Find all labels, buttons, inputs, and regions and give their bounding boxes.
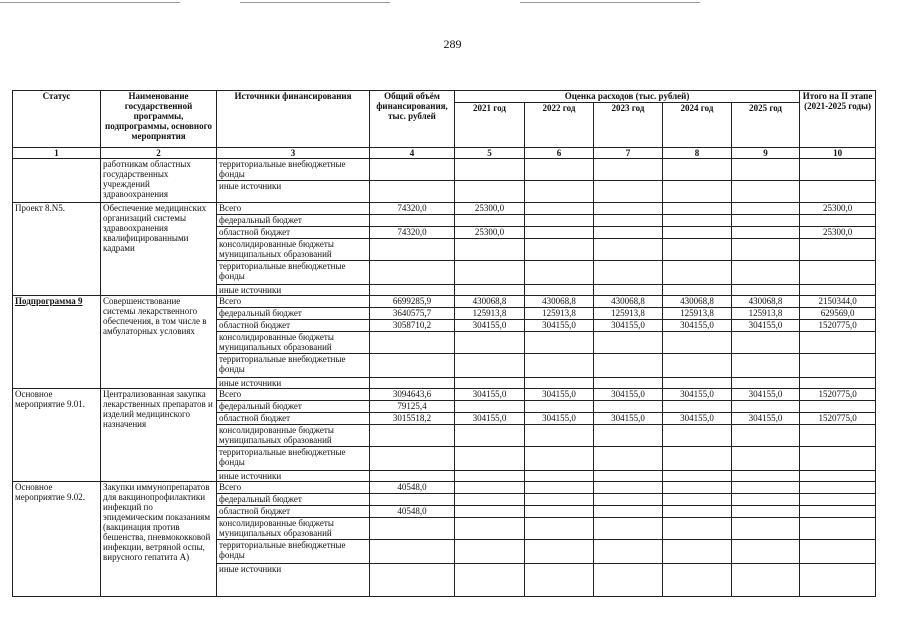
status-cell: Подпрограмма 9	[13, 296, 101, 389]
value-cell	[663, 285, 732, 296]
value-cell	[594, 564, 663, 597]
scan-edge-line	[240, 2, 390, 3]
value-cell	[455, 482, 525, 494]
source-cell: территориальные внебюджетные фонды	[217, 354, 370, 378]
source-cell: иные источники	[217, 471, 370, 482]
value-cell	[455, 354, 525, 378]
value-cell	[663, 239, 732, 261]
value-cell: 430068,8	[663, 296, 732, 308]
value-cell	[663, 471, 732, 482]
value-cell	[732, 518, 800, 540]
value-cell	[663, 447, 732, 471]
header-stage-total: Итого на II этапе (2021-2025 годы)	[800, 91, 876, 148]
value-cell	[525, 261, 594, 285]
header-year: 2025 год	[732, 103, 800, 148]
value-cell: 25300,0	[800, 227, 876, 239]
source-cell: консолидированные бюджеты муниципальных образований	[217, 332, 370, 354]
value-cell	[663, 494, 732, 506]
source-cell: областной бюджет	[217, 413, 370, 425]
value-cell	[663, 564, 732, 597]
value-cell	[663, 261, 732, 285]
value-cell	[455, 540, 525, 564]
value-cell	[370, 494, 455, 506]
value-cell	[455, 506, 525, 518]
header-status: Статус	[13, 91, 101, 148]
value-cell	[455, 401, 525, 413]
value-cell	[663, 332, 732, 354]
source-cell: Всего	[217, 296, 370, 308]
column-number: 5	[455, 148, 525, 159]
value-cell	[525, 285, 594, 296]
table-row	[13, 203, 876, 215]
value-cell	[525, 506, 594, 518]
value-cell	[800, 181, 876, 203]
value-cell	[800, 447, 876, 471]
value-cell	[594, 518, 663, 540]
value-cell: 304155,0	[455, 389, 525, 401]
value-cell	[800, 239, 876, 261]
value-cell: 304155,0	[455, 413, 525, 425]
table-row	[13, 389, 876, 401]
value-cell	[732, 482, 800, 494]
value-cell	[525, 332, 594, 354]
value-cell: 3015518,2	[370, 413, 455, 425]
name-cell: работникам областных государственных учреждений здравоохранения	[101, 159, 217, 203]
value-cell	[663, 159, 732, 181]
value-cell: 40548,0	[370, 482, 455, 494]
value-cell: 430068,8	[732, 296, 800, 308]
value-cell	[732, 425, 800, 447]
value-cell: 40548,0	[370, 506, 455, 518]
source-cell: иные источники	[217, 181, 370, 203]
value-cell: 3640575,7	[370, 308, 455, 320]
value-cell	[800, 378, 876, 389]
value-cell	[663, 354, 732, 378]
column-number: 3	[217, 148, 370, 159]
table-row	[13, 482, 876, 494]
value-cell	[370, 447, 455, 471]
value-cell	[663, 425, 732, 447]
value-cell: 25300,0	[455, 227, 525, 239]
value-cell	[663, 482, 732, 494]
value-cell	[455, 239, 525, 261]
value-cell	[525, 159, 594, 181]
value-cell	[370, 518, 455, 540]
value-cell	[370, 181, 455, 203]
value-cell: 629569,0	[800, 308, 876, 320]
value-cell	[370, 261, 455, 285]
value-cell	[732, 239, 800, 261]
value-cell	[594, 540, 663, 564]
value-cell	[594, 354, 663, 378]
value-cell: 304155,0	[732, 389, 800, 401]
value-cell	[370, 425, 455, 447]
column-number-row	[13, 148, 876, 159]
name-cell: Централизованная закупка лекарственных препаратов и изделий медицинского назначения	[101, 389, 217, 482]
header-estimate: Оценка расходов (тыс. рублей)	[455, 91, 800, 103]
value-cell	[594, 181, 663, 203]
header-total: Общий объём финансирования, тыс. рублей	[370, 91, 455, 148]
value-cell: 304155,0	[594, 413, 663, 425]
source-cell: областной бюджет	[217, 227, 370, 239]
value-cell	[370, 471, 455, 482]
value-cell	[594, 425, 663, 447]
name-cell: Обеспечение медицинских организаций системы здравоохранения квалифицированными кадрами	[101, 203, 217, 296]
value-cell: 79125,4	[370, 401, 455, 413]
page-number: 289	[443, 37, 462, 51]
value-cell	[370, 564, 455, 597]
value-cell: 430068,8	[525, 296, 594, 308]
value-cell	[525, 482, 594, 494]
value-cell	[455, 494, 525, 506]
value-cell: 304155,0	[663, 320, 732, 332]
value-cell: 304155,0	[594, 320, 663, 332]
value-cell	[455, 564, 525, 597]
value-cell	[594, 447, 663, 471]
value-cell	[732, 203, 800, 215]
value-cell: 304155,0	[455, 320, 525, 332]
value-cell	[455, 518, 525, 540]
header-year: 2023 год	[594, 103, 663, 148]
value-cell	[800, 215, 876, 227]
value-cell: 304155,0	[663, 389, 732, 401]
header-year: 2024 год	[663, 103, 732, 148]
status-cell	[13, 159, 101, 203]
column-number: 10	[800, 148, 876, 159]
source-cell: федеральный бюджет	[217, 494, 370, 506]
value-cell: 125913,8	[455, 308, 525, 320]
value-cell	[663, 506, 732, 518]
value-cell: 3094643,6	[370, 389, 455, 401]
value-cell	[370, 285, 455, 296]
value-cell	[732, 261, 800, 285]
source-cell: Всего	[217, 389, 370, 401]
value-cell	[663, 518, 732, 540]
value-cell	[455, 332, 525, 354]
table-body	[13, 159, 876, 597]
value-cell	[594, 285, 663, 296]
value-cell	[732, 181, 800, 203]
value-cell	[525, 401, 594, 413]
value-cell	[800, 471, 876, 482]
value-cell	[455, 285, 525, 296]
table-row	[13, 296, 876, 308]
value-cell	[732, 471, 800, 482]
value-cell	[732, 332, 800, 354]
source-cell: областной бюджет	[217, 320, 370, 332]
value-cell	[663, 401, 732, 413]
column-number: 8	[663, 148, 732, 159]
value-cell	[525, 181, 594, 203]
value-cell	[594, 227, 663, 239]
column-number: 4	[370, 148, 455, 159]
source-cell: территориальные внебюджетные фонды	[217, 261, 370, 285]
value-cell	[455, 215, 525, 227]
value-cell: 304155,0	[525, 413, 594, 425]
value-cell	[594, 261, 663, 285]
value-cell: 6699285,9	[370, 296, 455, 308]
value-cell: 25300,0	[455, 203, 525, 215]
value-cell: 3058710,2	[370, 320, 455, 332]
source-cell: консолидированные бюджеты муниципальных образований	[217, 239, 370, 261]
value-cell	[663, 181, 732, 203]
value-cell	[525, 540, 594, 564]
value-cell	[800, 564, 876, 597]
value-cell	[663, 540, 732, 564]
status-cell: Проект 8.N5.	[13, 203, 101, 296]
value-cell	[525, 239, 594, 261]
value-cell	[370, 239, 455, 261]
value-cell	[525, 518, 594, 540]
value-cell	[525, 215, 594, 227]
value-cell: 2150344,0	[800, 296, 876, 308]
value-cell	[800, 506, 876, 518]
value-cell: 74320,0	[370, 203, 455, 215]
source-cell: Всего	[217, 203, 370, 215]
value-cell	[800, 494, 876, 506]
column-number: 6	[525, 148, 594, 159]
value-cell	[370, 215, 455, 227]
value-cell	[800, 354, 876, 378]
value-cell	[525, 203, 594, 215]
status-cell: Основное мероприятие 9.01.	[13, 389, 101, 482]
value-cell	[800, 482, 876, 494]
value-cell	[455, 378, 525, 389]
value-cell: 25300,0	[800, 203, 876, 215]
value-cell	[594, 506, 663, 518]
value-cell	[732, 506, 800, 518]
value-cell	[663, 227, 732, 239]
value-cell	[800, 401, 876, 413]
value-cell	[732, 401, 800, 413]
value-cell: 1520775,0	[800, 389, 876, 401]
value-cell	[732, 378, 800, 389]
value-cell	[370, 332, 455, 354]
source-cell: федеральный бюджет	[217, 215, 370, 227]
value-cell	[800, 425, 876, 447]
source-cell: консолидированные бюджеты муниципальных образований	[217, 518, 370, 540]
value-cell	[663, 215, 732, 227]
value-cell	[525, 378, 594, 389]
value-cell: 125913,8	[525, 308, 594, 320]
value-cell	[732, 540, 800, 564]
source-cell: территориальные внебюджетные фонды	[217, 447, 370, 471]
value-cell	[594, 239, 663, 261]
column-number: 2	[101, 148, 217, 159]
budget-table	[12, 90, 876, 597]
value-cell	[455, 181, 525, 203]
value-cell	[800, 261, 876, 285]
value-cell	[594, 482, 663, 494]
value-cell	[525, 227, 594, 239]
value-cell: 304155,0	[525, 320, 594, 332]
value-cell	[594, 159, 663, 181]
value-cell: 304155,0	[663, 413, 732, 425]
header-sources: Источники финансирования	[217, 91, 370, 148]
header-name: Наименование государственной программы, подпрограммы, основного мероприятия	[101, 91, 217, 148]
source-cell: федеральный бюджет	[217, 308, 370, 320]
value-cell	[594, 203, 663, 215]
value-cell: 125913,8	[663, 308, 732, 320]
value-cell	[800, 159, 876, 181]
value-cell	[370, 378, 455, 389]
value-cell	[663, 378, 732, 389]
name-cell: Совершенствование системы лекарственного обеспечения, в том числе в амбулаторных условиях	[101, 296, 217, 389]
value-cell: 304155,0	[732, 320, 800, 332]
value-cell	[594, 401, 663, 413]
value-cell	[594, 494, 663, 506]
value-cell	[525, 471, 594, 482]
scan-edge-line	[0, 2, 180, 3]
value-cell	[732, 494, 800, 506]
value-cell: 125913,8	[594, 308, 663, 320]
value-cell	[800, 332, 876, 354]
value-cell: 1520775,0	[800, 320, 876, 332]
source-cell: иные источники	[217, 285, 370, 296]
value-cell: 304155,0	[594, 389, 663, 401]
value-cell	[732, 227, 800, 239]
source-cell: консолидированные бюджеты муниципальных образований	[217, 425, 370, 447]
value-cell	[732, 215, 800, 227]
value-cell	[594, 332, 663, 354]
value-cell	[525, 494, 594, 506]
value-cell	[732, 159, 800, 181]
source-cell: иные источники	[217, 378, 370, 389]
value-cell	[732, 564, 800, 597]
value-cell: 125913,8	[732, 308, 800, 320]
value-cell: 74320,0	[370, 227, 455, 239]
value-cell	[455, 447, 525, 471]
value-cell	[455, 471, 525, 482]
value-cell	[455, 261, 525, 285]
source-cell: Всего	[217, 482, 370, 494]
value-cell	[732, 354, 800, 378]
source-cell: федеральный бюджет	[217, 401, 370, 413]
value-cell	[370, 540, 455, 564]
value-cell: 1520775,0	[800, 413, 876, 425]
value-cell	[525, 564, 594, 597]
value-cell	[455, 159, 525, 181]
value-cell	[594, 471, 663, 482]
value-cell	[732, 285, 800, 296]
value-cell	[525, 447, 594, 471]
table-row	[13, 159, 876, 181]
value-cell	[663, 203, 732, 215]
value-cell: 304155,0	[732, 413, 800, 425]
source-cell: иные источники	[217, 564, 370, 597]
status-cell: Основное мероприятие 9.02.	[13, 482, 101, 597]
header-year: 2022 год	[525, 103, 594, 148]
value-cell: 430068,8	[594, 296, 663, 308]
header-year: 2021 год	[455, 103, 525, 148]
column-number: 1	[13, 148, 101, 159]
source-cell: территориальные внебюджетные фонды	[217, 159, 370, 181]
value-cell: 430068,8	[455, 296, 525, 308]
value-cell	[525, 354, 594, 378]
column-number: 7	[594, 148, 663, 159]
value-cell	[594, 378, 663, 389]
name-cell: Закупки иммунопрепаратов для вакцинопрофилактики инфекций по эпидемическим показаниям (вакцинация против бешенства, пневмококковой инфекции, ветряной оспы, вирусного гепатита А)	[101, 482, 217, 597]
value-cell	[455, 425, 525, 447]
value-cell	[732, 447, 800, 471]
value-cell	[370, 159, 455, 181]
value-cell	[594, 215, 663, 227]
value-cell	[525, 425, 594, 447]
value-cell	[800, 540, 876, 564]
value-cell	[370, 354, 455, 378]
value-cell	[800, 518, 876, 540]
source-cell: областной бюджет	[217, 506, 370, 518]
value-cell: 304155,0	[525, 389, 594, 401]
source-cell: территориальные внебюджетные фонды	[217, 540, 370, 564]
column-number: 9	[732, 148, 800, 159]
scan-edge-line	[520, 2, 700, 3]
value-cell	[800, 285, 876, 296]
